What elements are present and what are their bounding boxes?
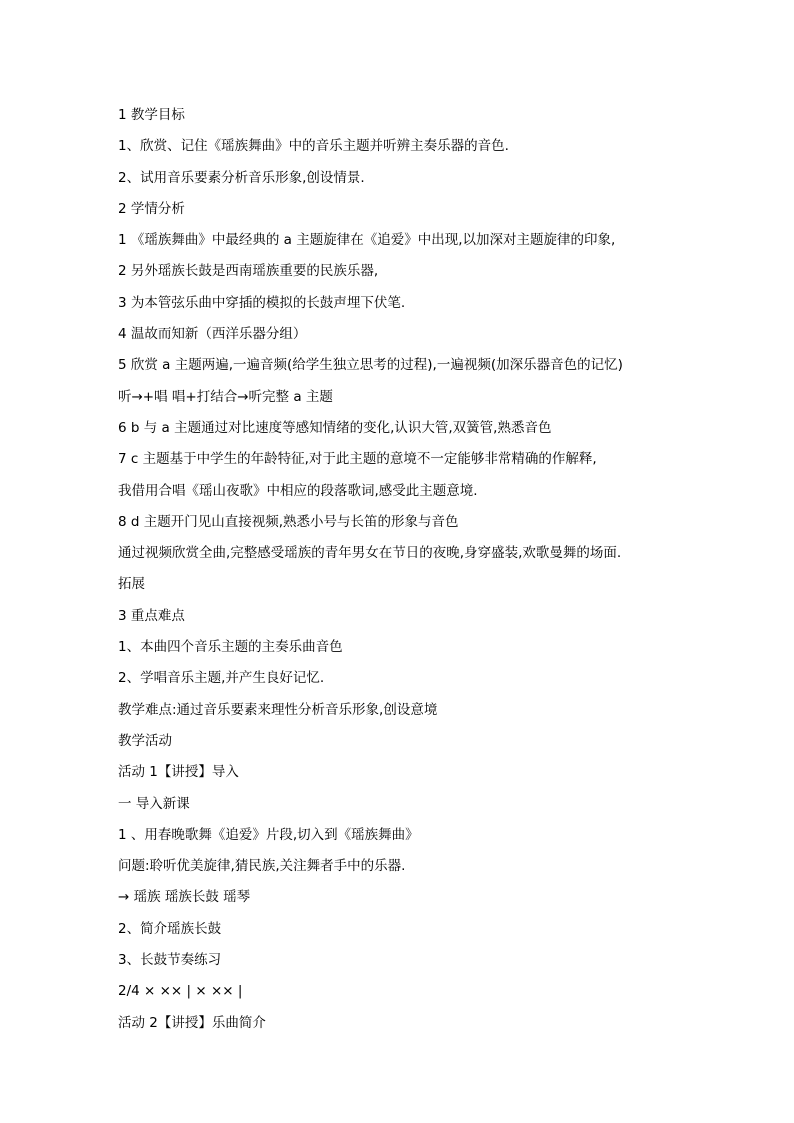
analysis-item: 6 b 与 a 主题通过对比速度等感知情绪的变化,认识大管,双簧管,熟悉音色 — [118, 419, 552, 436]
activity-item: → 瑶族 瑶族长鼓 瑶琴 — [118, 889, 251, 906]
analysis-item: 5 欣赏 a 主题两遍,一遍音频(给学生独立思考的过程),一遍视频(加深乐器音色的记忆) — [118, 357, 623, 374]
section-heading-analysis: 2 学情分析 — [118, 200, 185, 217]
analysis-item: 拓展 — [118, 576, 145, 593]
activity-item: 1 、用春晚歌舞《追爱》片段,切入到《瑶族舞曲》 — [118, 826, 419, 843]
activity-heading: 活动 1【讲授】导入 — [118, 764, 239, 781]
activity-heading: 活动 2【讲授】乐曲简介 — [118, 1014, 266, 1031]
rhythm-notation: 2/4 × ×× | × ×× | — [118, 983, 243, 1000]
section-heading-activities: 教学活动 — [118, 732, 172, 749]
analysis-item: 我借用合唱《瑶山夜歌》中相应的段落歌词,感受此主题意境. — [118, 482, 478, 499]
activity-item: 一 导入新课 — [118, 795, 190, 812]
activity-item: 3、长鼓节奏练习 — [118, 952, 222, 969]
analysis-item: 听→+唱 唱+打结合→听完整 a 主题 — [118, 388, 333, 405]
section-heading-key-points: 3 重点难点 — [118, 607, 185, 624]
objective-item: 1、欣赏、记住《瑶族舞曲》中的音乐主题并听辨主奏乐器的音色. — [118, 138, 509, 155]
analysis-item: 3 为本管弦乐曲中穿插的模拟的长鼓声埋下伏笔. — [118, 294, 406, 311]
key-point-item: 2、学唱音乐主题,并产生良好记忆. — [118, 670, 325, 687]
activity-item: 2、简介瑶族长鼓 — [118, 920, 222, 937]
key-point-item: 1、本曲四个音乐主题的主奏乐曲音色 — [118, 639, 343, 656]
document-body — [118, 100, 718, 1039]
analysis-item: 8 d 主题开门见山直接视频,熟悉小号与长笛的形象与音色 — [118, 513, 459, 530]
difficulty-text: 教学难点:通过音乐要素来理性分析音乐形象,创设意境 — [118, 701, 438, 718]
analysis-item: 4 温故而知新（西洋乐器分组） — [118, 326, 307, 343]
section-heading-objectives: 1 教学目标 — [118, 107, 185, 123]
objective-item: 2、试用音乐要素分析音乐形象,创设情景. — [118, 169, 365, 186]
analysis-item: 通过视频欣赏全曲,完整感受瑶族的青年男女在节日的夜晚,身穿盛装,欢歌曼舞的场面. — [118, 545, 622, 562]
activity-item: 问题:聆听优美旋律,猜民族,关注舞者手中的乐器. — [118, 858, 406, 875]
analysis-item: 7 c 主题基于中学生的年龄特征,对于此主题的意境不一定能够非常精确的作解释, — [118, 451, 597, 468]
analysis-item: 2 另外瑶族长鼓是西南瑶族重要的民族乐器, — [118, 263, 379, 280]
analysis-item: 1 《瑶族舞曲》中最经典的 a 主题旋律在《追爱》中出现,以加深对主题旋律的印象, — [118, 232, 616, 249]
